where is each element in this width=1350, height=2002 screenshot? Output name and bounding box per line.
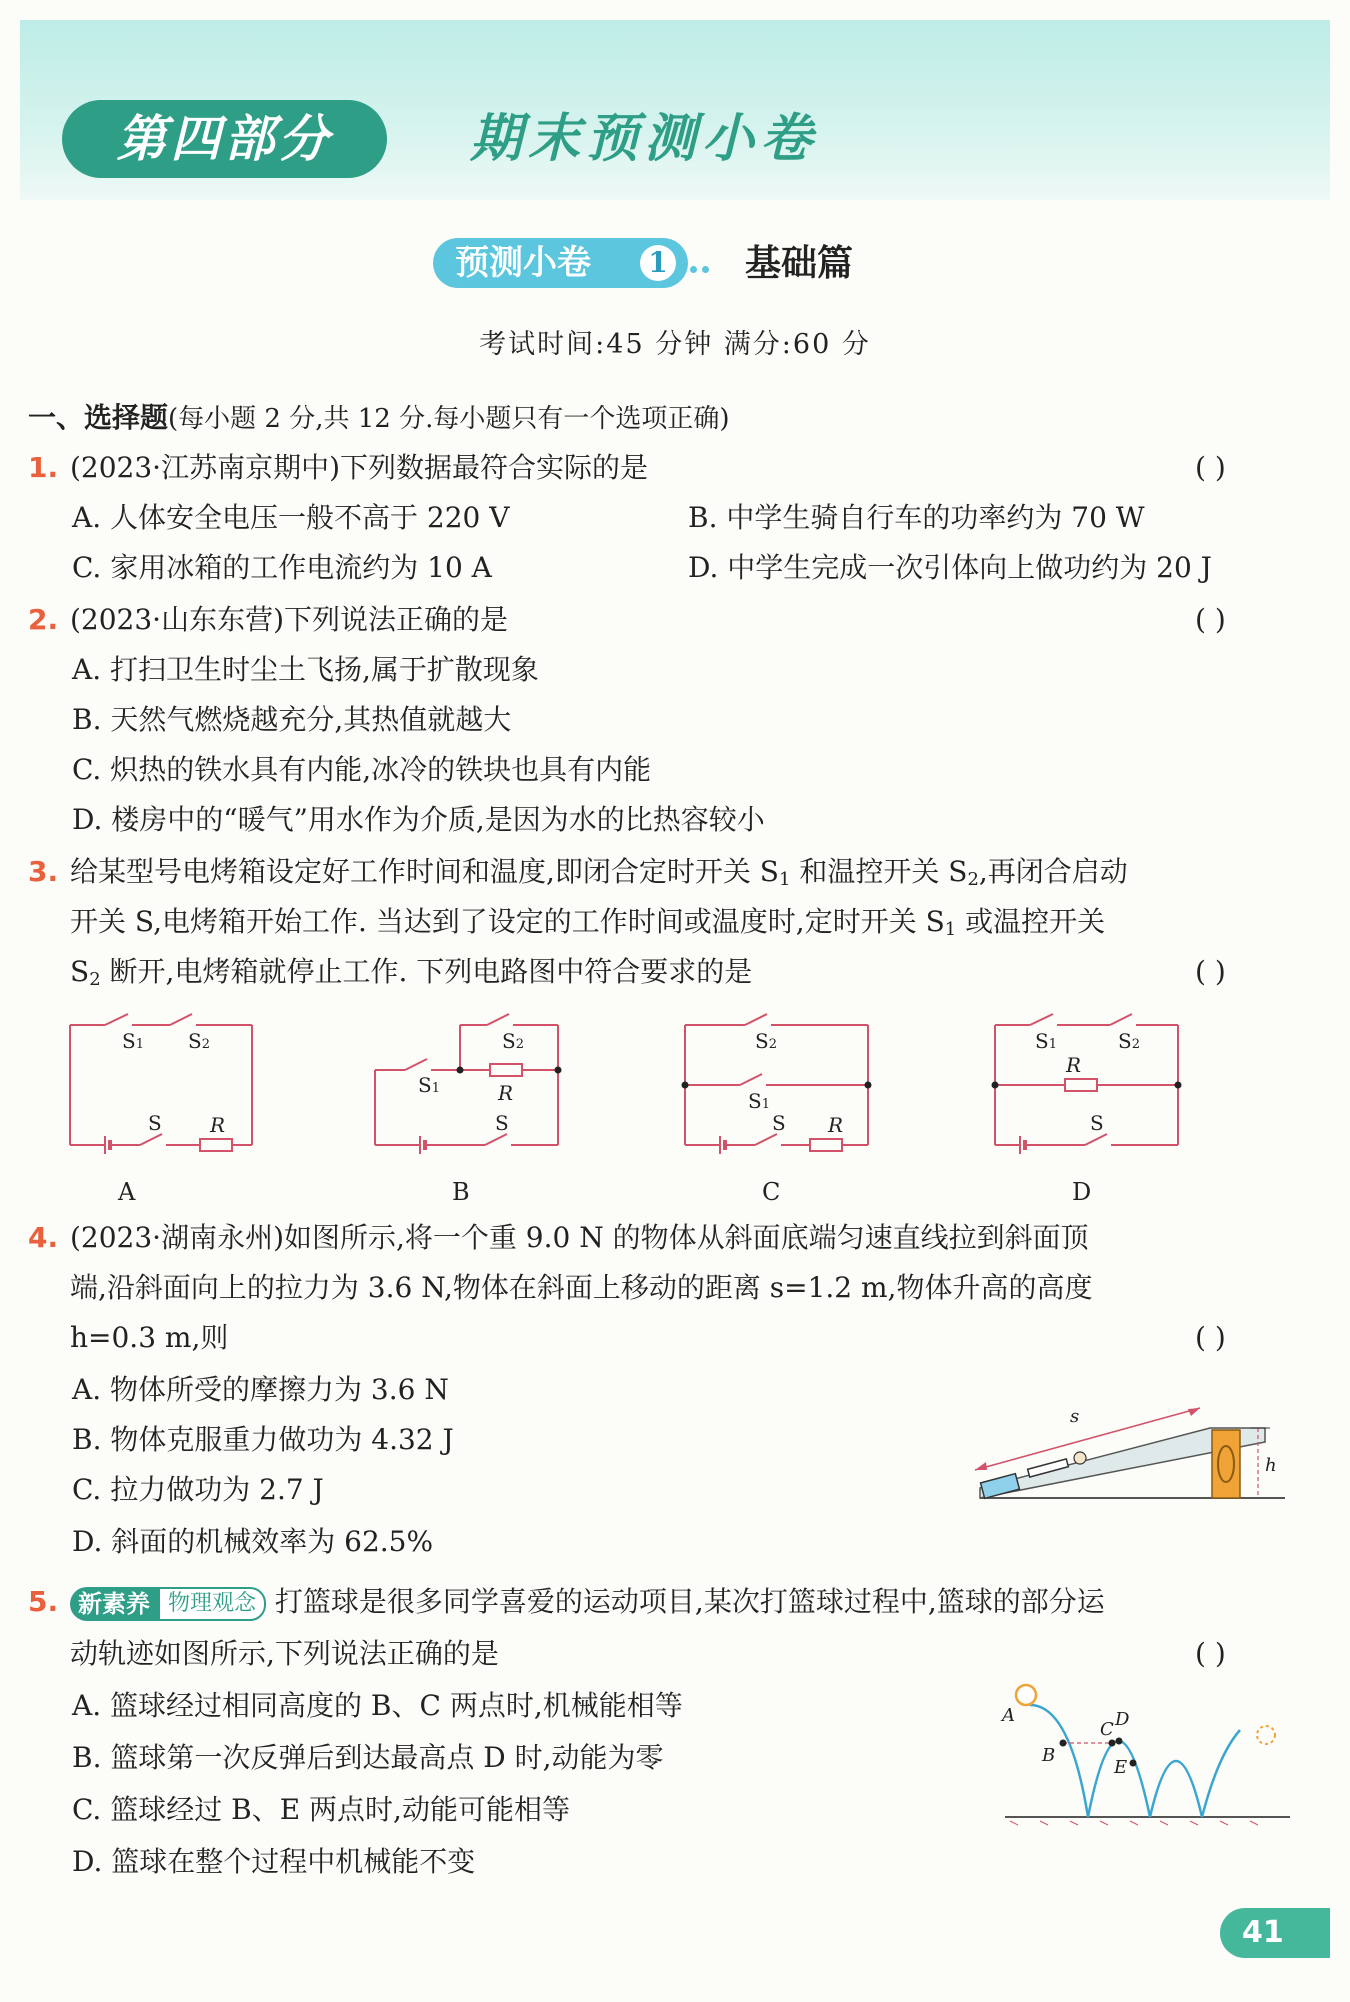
svg-text:S: S <box>772 1111 786 1135</box>
answer-bracket-1: ( ) <box>1195 451 1226 484</box>
question-1-stem: (2023·江苏南京期中)下列数据最符合实际的是 <box>70 451 649 484</box>
svg-text:R: R <box>498 1081 514 1105</box>
question-4-line-2: 端,沿斜面向上的拉力为 3.6 N,物体在斜面上移动的距离 s=1.2 m,物体升高的高度 <box>70 1271 1093 1304</box>
question-3-line-2: 开关 S,电烤箱开始工作. 当达到了设定的工作时间或温度时,定时开关 $S_1$ 或温控开关 <box>70 905 1106 940</box>
incline-figure <box>960 1370 1290 1510</box>
answer-bracket-4: ( ) <box>1195 1321 1226 1354</box>
q5-option-a: A. 篮球经过相同高度的 B、C 两点时,机械能相等 <box>72 1689 683 1722</box>
point-label-a: A <box>1002 1705 1015 1726</box>
question-number-3: 3. <box>28 855 59 888</box>
point-label-d: D <box>1115 1709 1130 1730</box>
question-5-line-1: 新素养 物理观念 打篮球是很多同学喜爱的运动项目,某次打篮球过程中,篮球的部分运 <box>70 1582 1105 1622</box>
svg-text:S1: S1 <box>748 1089 770 1113</box>
q4-option-d: D. 斜面的机械效率为 62.5% <box>72 1525 434 1558</box>
section-title-text: 一、选择题 <box>28 401 169 434</box>
svg-text:A: A <box>118 1178 136 1206</box>
svg-text:S2: S2 <box>188 1029 210 1053</box>
point-label-e: E <box>1114 1757 1128 1778</box>
incline-label-s: s <box>1070 1406 1080 1427</box>
circuit-d <box>995 1014 1178 1145</box>
exam-info: 考试时间:45 分钟 满分:60 分 <box>479 329 871 360</box>
question-number-4: 4. <box>28 1221 59 1254</box>
svg-text:S: S <box>1090 1111 1104 1135</box>
section-note: (每小题 2 分,共 12 分.每小题只有一个选项正确) <box>168 404 730 434</box>
question-4-line-1: (2023·湖南永州)如图所示,将一个重 9.0 N 的物体从斜面底端匀速直线拉到斜面顶 <box>70 1221 1089 1254</box>
point-label-c: C <box>1100 1719 1114 1740</box>
svg-text:C: C <box>762 1178 781 1206</box>
answer-bracket-2: ( ) <box>1195 603 1226 636</box>
svg-text:S2: S2 <box>502 1029 524 1053</box>
svg-text:S: S <box>495 1111 509 1135</box>
paper-subtitle: 基础篇 <box>745 242 854 284</box>
part-title: 期末预测小卷 <box>470 109 819 169</box>
svg-text:S1: S1 <box>122 1029 144 1053</box>
badge-dots <box>690 258 714 277</box>
question-5-line-2: 动轨迹如图所示,下列说法正确的是 <box>70 1637 499 1670</box>
question-2-stem: (2023·山东东营)下列说法正确的是 <box>70 603 509 636</box>
basketball-figure <box>1000 1675 1300 1835</box>
paper-badge: 预测小卷 <box>433 238 688 288</box>
new-literacy-tag: 新素养 <box>70 1587 158 1621</box>
q1-option-d: D. 中学生完成一次引体向上做功约为 20 J <box>688 551 1212 584</box>
q4-option-c: C. 拉力做功为 2.7 J <box>72 1473 324 1506</box>
physics-concept-tag: 物理观念 <box>158 1587 266 1621</box>
q1-option-c: C. 家用冰箱的工作电流约为 10 A <box>72 551 492 584</box>
q5-option-b: B. 篮球第一次反弹后到达最高点 D 时,动能为零 <box>72 1741 664 1774</box>
page-number: 41 <box>1220 1908 1330 1958</box>
circuit-b <box>375 1014 558 1145</box>
svg-text:R: R <box>1066 1053 1082 1077</box>
svg-text:S1: S1 <box>1035 1029 1057 1053</box>
svg-text:S: S <box>148 1111 162 1135</box>
section-title <box>28 398 730 439</box>
svg-text:S2: S2 <box>1118 1029 1140 1053</box>
svg-text:S2: S2 <box>755 1029 777 1053</box>
q1-option-a: A. 人体安全电压一般不高于 220 V <box>72 501 510 534</box>
svg-text:R: R <box>828 1113 844 1137</box>
circuit-diagrams <box>60 1010 1190 1210</box>
answer-bracket-5: ( ) <box>1195 1637 1226 1670</box>
q5-option-d: D. 篮球在整个过程中机械能不变 <box>72 1845 476 1878</box>
q1-option-b: B. 中学生骑自行车的功率约为 70 W <box>688 501 1145 534</box>
question-3-line-3: $S_2$ 断开,电烤箱就停止工作. 下列电路图中符合要求的是 <box>70 955 753 990</box>
incline-label-h: h <box>1265 1455 1277 1476</box>
paper-number: 1 <box>640 245 676 281</box>
svg-text:D: D <box>1072 1178 1092 1206</box>
q5-option-c: C. 篮球经过 B、E 两点时,动能可能相等 <box>72 1793 570 1826</box>
part-label: 第四部分 <box>62 100 387 178</box>
svg-text:S1: S1 <box>418 1073 440 1097</box>
q2-option-a: A. 打扫卫生时尘土飞扬,属于扩散现象 <box>72 653 539 686</box>
answer-bracket-3: ( ) <box>1195 955 1226 988</box>
question-number-5: 5. <box>28 1585 59 1618</box>
question-4-line-3: h=0.3 m,则 <box>70 1321 229 1354</box>
q4-option-a: A. 物体所受的摩擦力为 3.6 N <box>72 1373 449 1406</box>
svg-text:B: B <box>452 1178 470 1206</box>
question-number-2: 2. <box>28 603 59 636</box>
svg-text:R: R <box>210 1113 226 1137</box>
question-number-1: 1. <box>28 451 59 484</box>
q2-option-c: C. 炽热的铁水具有内能,冰冷的铁块也具有内能 <box>72 753 652 786</box>
point-label-b: B <box>1042 1745 1056 1766</box>
question-3-line-1: 给某型号电烤箱设定好工作时间和温度,即闭合定时开关 $S_1$ 和温控开关 $S_2$,再闭合启动 <box>70 855 1128 890</box>
q2-option-d: D. 楼房中的“暖气”用水作为介质,是因为水的比热容较小 <box>72 803 765 836</box>
q2-option-b: B. 天然气燃烧越充分,其热值就越大 <box>72 703 512 736</box>
q4-option-b: B. 物体克服重力做功为 4.32 J <box>72 1423 454 1456</box>
